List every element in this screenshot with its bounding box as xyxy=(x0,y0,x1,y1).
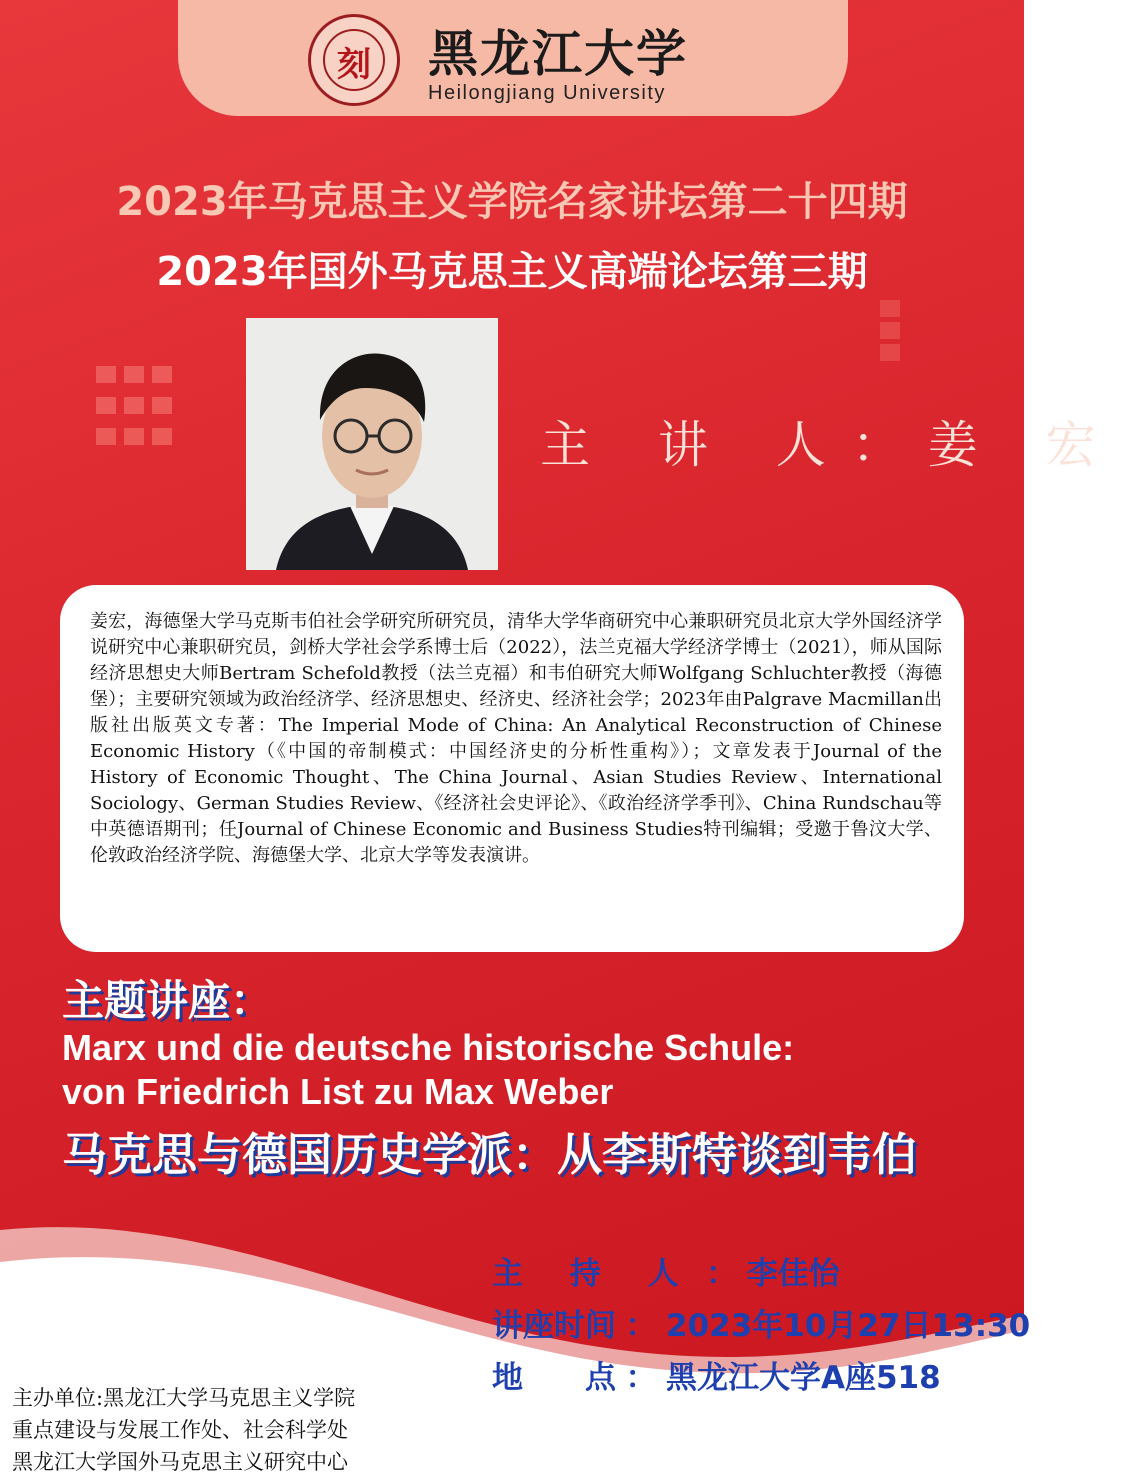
topic-german-line-1: Marx und die deutsche historische Schule: xyxy=(62,1027,795,1068)
detail-time-label: 讲座时间 xyxy=(492,1308,616,1344)
detail-location xyxy=(492,1352,941,1397)
speaker-heading: 主 讲 人：姜 宏 xyxy=(540,416,1122,474)
topic-german-line-2: von Friedrich List zu Max Weber xyxy=(62,1071,614,1112)
detail-time-value: 2023年10月27日13:30 xyxy=(666,1308,1031,1344)
detail-location-label: 地 点 xyxy=(492,1360,616,1396)
speaker-portrait-illustration xyxy=(246,318,498,570)
forum-title-2: 2023年国外马克思主义高端论坛第三期 xyxy=(156,249,868,295)
organizer-line-1: 主办单位:黑龙江大学马克思主义学院 xyxy=(12,1386,356,1410)
university-name-cn: 黑龙江大学 xyxy=(428,24,688,83)
detail-host-value: 李佳怡 xyxy=(746,1256,840,1292)
seal-calligraphy-mark: 刻 xyxy=(337,45,371,85)
speaker-photo xyxy=(246,318,498,570)
university-seal-logo xyxy=(308,14,400,106)
organizer-line-3: 黑龙江大学国外马克思主义研究中心 xyxy=(12,1450,348,1474)
topic-title-chinese: 马克思与德国历史学派：从李斯特谈到韦伯 xyxy=(62,1128,918,1181)
speaker-bio-text: 姜宏，海德堡大学马克斯韦伯社会学研究所研究员，清华大学华商研究中心兼职研究员北京大学外国经济学说研究中心兼职研究员，剑桥大学社会学系博士后（2022），法兰克福大学经济学博士（2021），师从国际经济思想史大师Bertram Schefold教授（法兰克福）和韦伯研究大师Wolfgang Schluchter教授（海德堡）；主要研究领域为政治经济学、经济思想史、经济史、经济社会学；2023年由Palgrave Macmillan出版社出版英文专著：The Imperial Mode of China: An Analytical Reconstruction of Chinese Economic History（《中国的帝制模式：中国经济史的分析性重构》）；文章发表于Journal of the History of Economic Thought、The China Journal、Asian Studies Review、International Sociology、German Studies Review、《经济社会史评论》、《政治经济学季刊》、China Rundschau等中英德语期刊；任Journal of Chinese Economic and Business Studies特刊编辑；受邀于鲁汶大学、伦敦政治经济学院、海德堡大学、北京大学等发表演讲。 xyxy=(90,611,942,866)
topic-label: 主题讲座： xyxy=(62,976,273,1025)
detail-host-sep: ： xyxy=(706,1256,738,1292)
bio-card xyxy=(60,585,964,952)
organizer-line-2: 重点建设与发展工作处、社会科学处 xyxy=(12,1418,348,1442)
header-tab xyxy=(178,0,848,116)
detail-location-sep: ： xyxy=(625,1360,657,1396)
detail-host-label: 主 持 人 xyxy=(492,1256,697,1292)
detail-time-sep: ： xyxy=(625,1308,657,1344)
forum-title-1: 2023年马克思主义学院名家讲坛第二十四期 xyxy=(116,179,908,225)
detail-location-value: 黑龙江大学A座518 xyxy=(666,1360,941,1396)
topic-title-german xyxy=(62,1026,794,1114)
detail-host xyxy=(492,1248,840,1293)
detail-time xyxy=(492,1300,1030,1345)
university-name-en: Heilongjiang University xyxy=(428,82,666,104)
